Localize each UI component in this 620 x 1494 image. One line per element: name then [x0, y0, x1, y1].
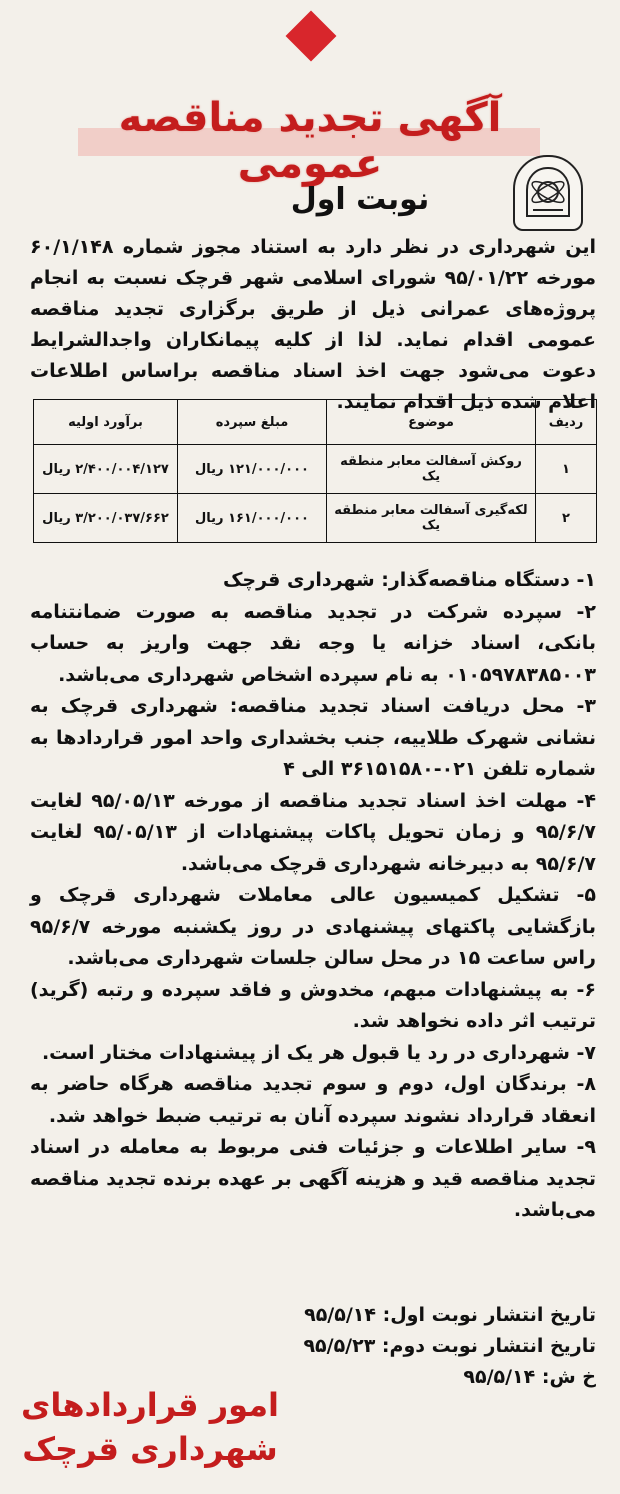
- intro-paragraph: این شهرداری در نظر دارد به استناد مجوز شماره ۶۰/۱/۱۴۸ مورخه ۹۵/۰۱/۲۲ شورای اسلامی شهر قرچک نسبت به انجام پروژه‌های عمرانی ذیل از طریق برگزاری تجدید مناقصه عمومی اقدام نماید. لذا از کلیه پیمانکاران واجدالشرایط دعوت می‌شود جهت اخذ اسناد مناقصه براساس اطلاعات اعلام شده ذیل اقدام نمایند.: [30, 236, 596, 413]
- list-item: ۷- شهرداری در رد یا قبول هر یک از پیشنهادات مختار است.: [41, 1041, 596, 1064]
- list-item: ۵- تشکیل کمیسیون عالی معاملات شهرداری قرچک و بازگشایی پاکتهای پیشنهادی در روز یکشنبه مورخه ۹۵/۶/۷ راس ساعت ۱۵ در محل سالن جلسات شهرداری می‌باشد.: [30, 884, 596, 969]
- notice-round: نوبت اول: [290, 182, 430, 217]
- table-cell: ۲: [536, 494, 597, 543]
- table-cell: روکش آسفالت معابر منطقه یک: [327, 445, 536, 494]
- column-header: ردیف: [536, 400, 597, 445]
- table-header-row: [34, 400, 597, 445]
- first-publication-date: تاریخ انتشار نوبت اول: ۹۵/۵/۱۴: [304, 1304, 596, 1326]
- notice-code: خ ش: ۹۵/۵/۱۴: [463, 1366, 596, 1388]
- column-header: برآورد اولیه: [34, 400, 178, 445]
- municipality-emblem-icon: [513, 155, 583, 231]
- table-cell: ۱۶۱/۰۰۰/۰۰۰ ریال: [178, 494, 327, 543]
- table-cell: ۳/۲۰۰/۰۳۷/۶۶۲ ریال: [34, 494, 178, 543]
- table-row: [34, 445, 597, 494]
- signature-line-1: امور قراردادهای: [21, 1386, 279, 1424]
- issuer-signature: [20, 1383, 280, 1471]
- table-cell: لکه‌گیری آسفالت معابر منطقه یک: [327, 494, 536, 543]
- publication-dates: [300, 1300, 596, 1393]
- second-publication-date: تاریخ انتشار نوبت دوم: ۹۵/۵/۲۳: [303, 1335, 596, 1357]
- table-cell: ۲/۴۰۰/۰۰۴/۱۲۷ ریال: [34, 445, 178, 494]
- diamond-ornament: [286, 11, 337, 62]
- table-cell: ۱۲۱/۰۰۰/۰۰۰ ریال: [178, 445, 327, 494]
- list-item: ۶- به پیشنهادات مبهم، مخدوش و فاقد سپرده و رتبه (گرید) ترتیب اثر داده نخواهد شد.: [30, 978, 596, 1032]
- projects-table: [33, 399, 597, 543]
- column-header: موضوع: [327, 400, 536, 445]
- table-cell: ۱: [536, 445, 597, 494]
- list-item: ۸- برندگان اول، دوم و سوم تجدید مناقصه هرگاه حاضر به انعقاد قرارداد نشوند سپرده آنان به ترتیب ضبط خواهد شد.: [30, 1073, 596, 1127]
- table-row: [34, 494, 597, 543]
- signature-line-2: شهرداری قرچک: [22, 1430, 278, 1468]
- list-item: ۲- سپرده شرکت در تجدید مناقصه به صورت ضمانتنامه بانکی، اسناد خزانه یا وجه نقد جهت واریز به حساب ۰۱۰۵۹۷۸۳۸۵۰۰۳ به نام سپرده اشخاص شهرداری می‌باشد.: [30, 600, 596, 686]
- list-item: ۹- سایر اطلاعات و جزئیات فنی مربوط به معامله در اسناد تجدید مناقصه قید و هزینه آگهی بر عهده برنده تجدید مناقصه می‌باشد.: [30, 1136, 596, 1221]
- conditions-list: [30, 565, 596, 1227]
- notice-title: آگهی تجدید مناقصه عمومی: [118, 95, 502, 187]
- list-item: ۱- دستگاه مناقصه‌گذار: شهرداری قرچک: [222, 569, 596, 591]
- list-item: ۴- مهلت اخذ اسناد تجدید مناقصه از مورخه ۹۵/۰۵/۱۳ لغایت ۹۵/۶/۷ و زمان تحویل پاکات پیشنهادات از ۹۵/۰۵/۱۳ لغایت ۹۵/۶/۷ به دبیرخانه شهرداری قرچک می‌باشد.: [30, 789, 596, 875]
- column-header: مبلغ سپرده: [178, 400, 327, 445]
- list-item: ۳- محل دریافت اسناد تجدید مناقصه: شهرداری قرچک به نشانی شهرک طلاییه، جنب بخشداری واحد امور قراردادها به شماره تلفن ۰۲۱-۳۶۱۵۱۵۸۰ الی ۴: [30, 695, 596, 780]
